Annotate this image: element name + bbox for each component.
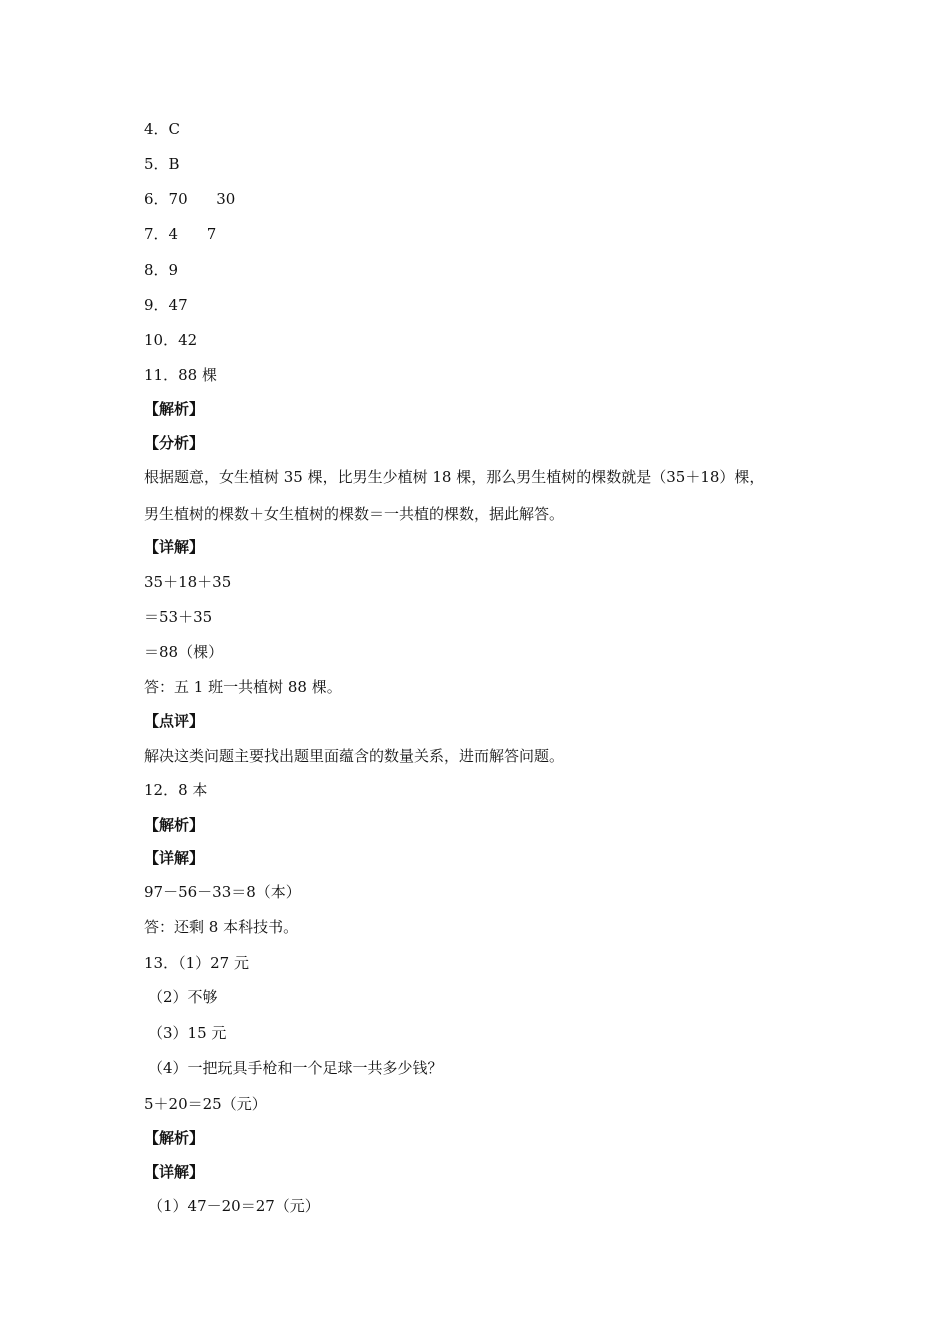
explanation-paragraph-line-1: 根据题意，女生植树 35 棵，比男生少植树 18 棵，那么男生植树的棵数就是（35＋18）棵， (144, 468, 765, 486)
answer-7: 7．4 7 (144, 225, 217, 243)
section-heading-comment: 【点评】 (144, 712, 205, 730)
section-heading-analysis: 【解析】 (144, 816, 205, 834)
section-heading-detail: 【详解】 (144, 538, 205, 556)
calculation-line: （1）47－20＝27（元） (148, 1197, 320, 1215)
calculation-line: ＝53＋35 (144, 608, 213, 626)
answer-6: 6．70 30 (144, 190, 236, 208)
calculation-line: 97－56－33＝8（本） (144, 883, 301, 901)
calculation-line: 35＋18＋35 (144, 573, 232, 591)
answer-statement: 答：还剩 8 本科技书。 (144, 918, 299, 936)
section-heading-analysis: 【解析】 (144, 400, 205, 418)
answer-statement: 答：五 1 班一共植树 88 棵。 (144, 678, 342, 696)
answer-13-part-2: （2）不够 (148, 988, 218, 1006)
section-heading-analysis: 【解析】 (144, 1129, 205, 1147)
section-heading-breakdown: 【分析】 (144, 434, 205, 452)
answer-13-part-3: （3）15 元 (148, 1024, 227, 1042)
comment-paragraph: 解决这类问题主要找出题里面蕴含的数量关系，进而解答问题。 (144, 747, 565, 765)
answer-11: 11．88 棵 (144, 366, 217, 384)
section-heading-detail: 【详解】 (144, 849, 205, 867)
answer-10: 10．42 (144, 331, 198, 349)
answer-13: 13．（1）27 元 (144, 954, 249, 972)
calculation-line: 5＋20＝25（元） (144, 1095, 267, 1113)
explanation-paragraph-line-2: 男生植树的棵数＋女生植树的棵数＝一共植的棵数，据此解答。 (144, 505, 565, 523)
section-heading-detail: 【详解】 (144, 1163, 205, 1181)
answer-12: 12．8 本 (144, 781, 208, 799)
calculation-line: ＝88（棵） (144, 643, 224, 661)
answer-13-part-4: （4）一把玩具手枪和一个足球一共多少钱？ (148, 1059, 443, 1077)
answer-4: 4．C (144, 120, 181, 138)
answer-8: 8．9 (144, 261, 179, 279)
answer-5: 5．B (144, 155, 180, 173)
answer-9: 9．47 (144, 296, 188, 314)
